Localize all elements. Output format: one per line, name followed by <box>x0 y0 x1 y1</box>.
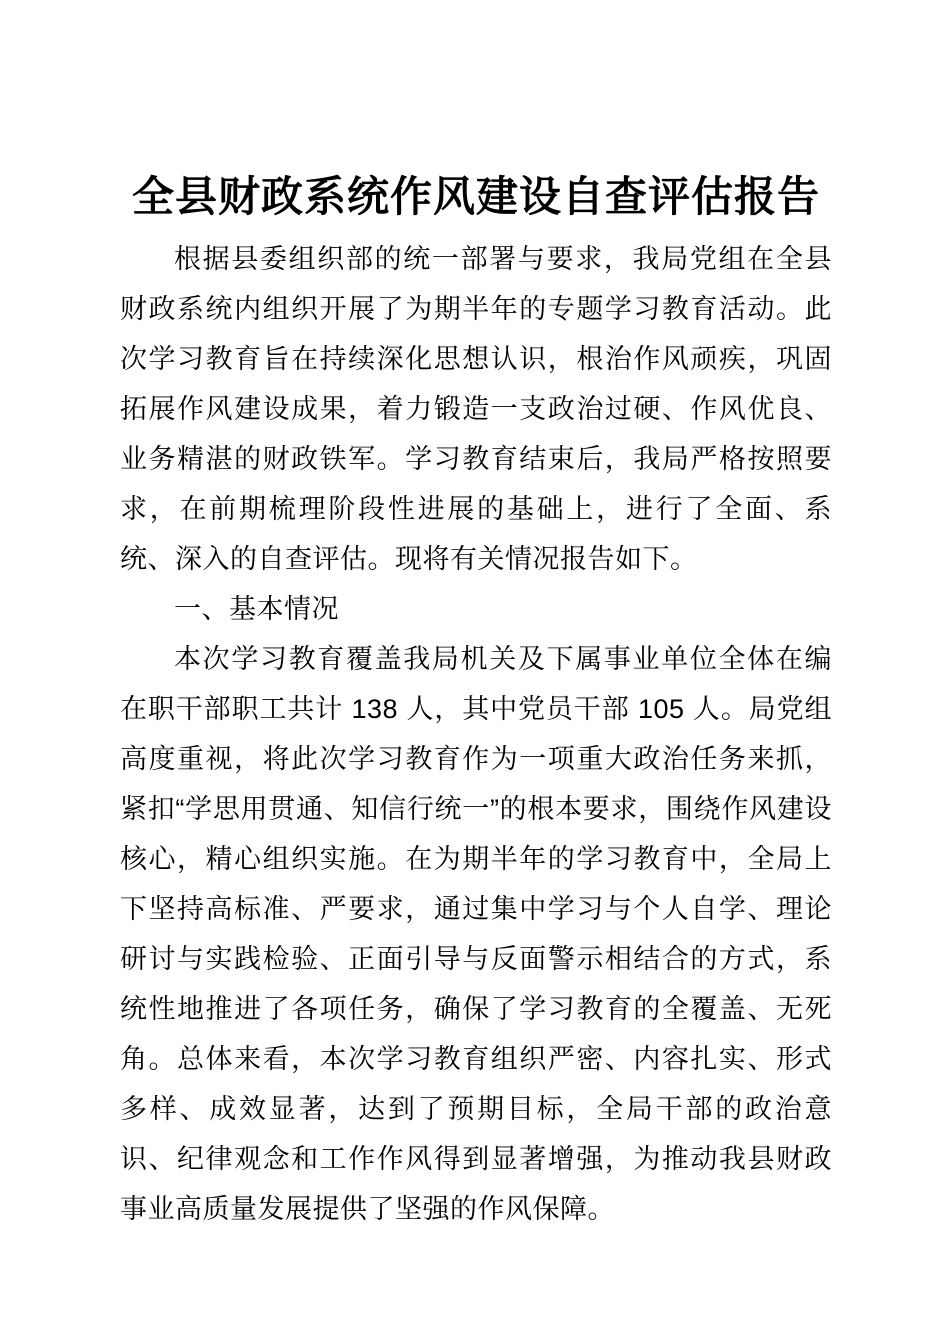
document-title: 全县财政系统作风建设自查评估报告 <box>131 175 820 221</box>
section-heading-basic-situation: 一、基本情况 <box>174 594 339 624</box>
paragraph-basic-situation: 本次学习教育覆盖我局机关及下属事业单位全体在编在职干部职工共计 138 人，其中党员干部 105 人。局党组高度重视，将此次学习教育作为一项重大政治任务来抓，紧扣“学思用贯通、知信行统一”的根本要求，围绕作风建设核心，精心组织实施。在为期半年的学习教育中，全局上下坚持高标准、严要求，通过集中学习与个人自学、理论研讨与实践检验、正面引导与反面警示相结合的方式，系统性地推进了各项任务，确保了学习教育的全覆盖、无死角。总体来看，本次学习教育组织严密、内容扎实、形式多样、成效显著，达到了预期目标，全局干部的政治意识、纪律观念和工作作风得到显著增强，为推动我县财政事业高质量发展提供了坚强的作风保障。 <box>120 644 832 1224</box>
paragraph-intro: 根据县委组织部的统一部署与要求，我局党组在全县财政系统内组织开展了为期半年的专题学习教育活动。此次学习教育旨在持续深化思想认识，根治作风顽疾，巩固拓展作风建设成果，着力锻造一支政治过硬、作风优良、业务精湛的财政铁军。学习教育结束后，我局严格按照要求，在前期梳理阶段性进展的基础上，进行了全面、系统、深入的自查评估。现将有关情况报告如下。 <box>120 244 832 574</box>
